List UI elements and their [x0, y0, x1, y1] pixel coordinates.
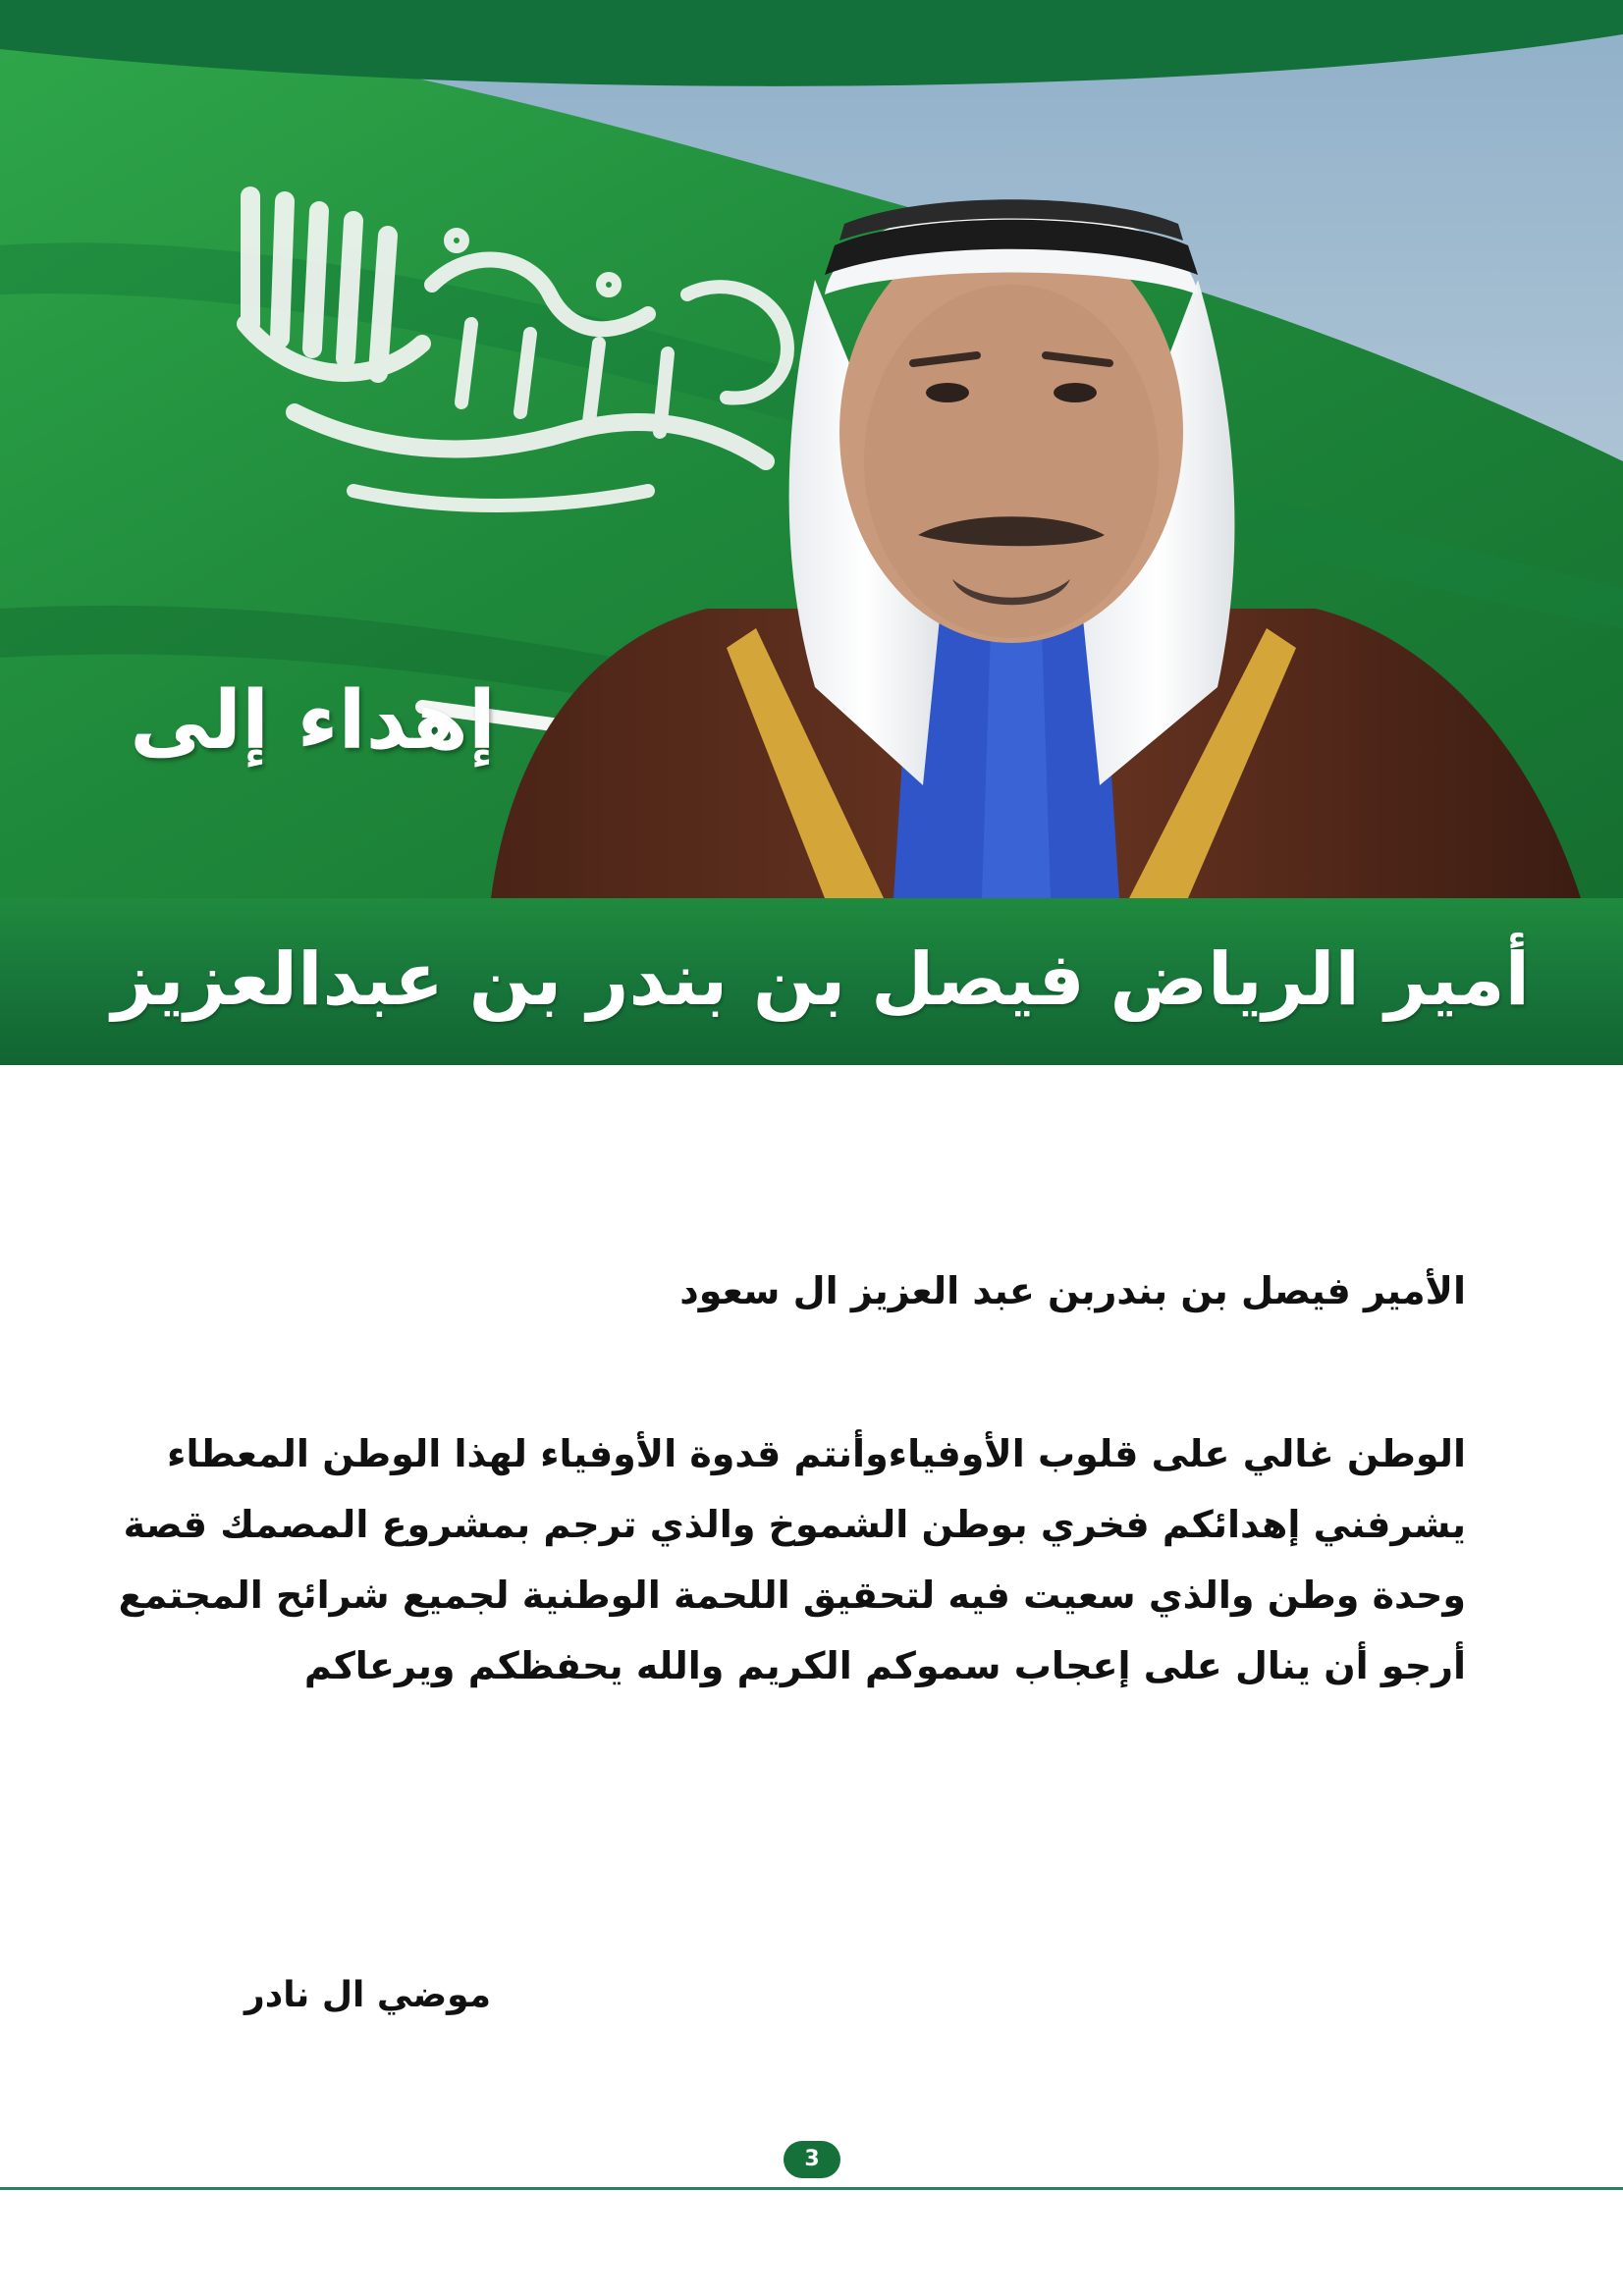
footer-divider — [0, 2187, 1623, 2190]
header-photo — [0, 0, 1623, 898]
message-line: يشرفني إهدائكم فخري بوطن الشموخ والذي ترجم بمشروع المصمك قصة — [123, 1503, 1466, 1546]
name-banner — [0, 898, 1623, 1065]
message-line: وحدة وطن والذي سعيت فيه لتحقيق اللحمة الوطنية لجميع شرائح المجتمع — [118, 1574, 1466, 1617]
dedication-title: إهداء إلى — [130, 674, 496, 768]
dedication-message — [91, 1418, 1466, 1701]
page-number-badge: 3 — [784, 2141, 840, 2178]
author-signature: موضي ال نادر — [244, 1975, 491, 2015]
message-line: الوطن غالي على قلوب الأوفياءوأنتم قدوة الأوفياء لهذا الوطن المعطاء — [167, 1432, 1466, 1475]
addressee-line: الأمير فيصل بن بندربن عبد العزيز ال سعود — [679, 1269, 1466, 1312]
banner-name: أمير الرياض فيصل بن بندر بن عبدالعزيز — [111, 937, 1530, 1022]
message-line: أرجو أن ينال على إعجاب سموكم الكريم والله يحفظكم ويرعاكم — [303, 1644, 1466, 1687]
